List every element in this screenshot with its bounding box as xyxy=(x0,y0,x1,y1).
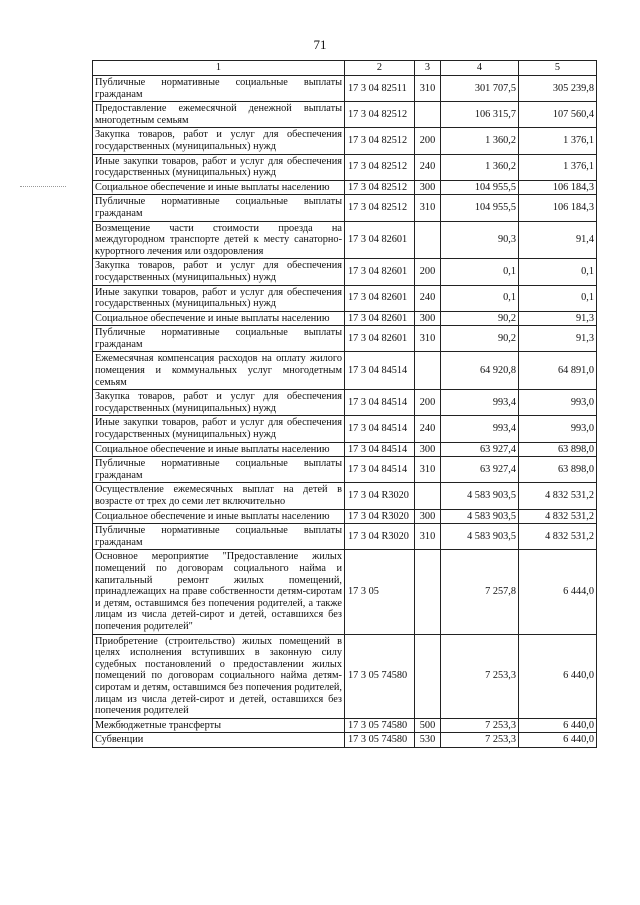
table-row xyxy=(93,483,597,509)
margin-mark xyxy=(20,186,66,187)
row-name-cell: Иные закупки товаров, работ и услуг для обеспечения государственных (муниципальных) нужд xyxy=(93,285,345,311)
row-code-cell: 17 3 04 82601 xyxy=(345,285,415,311)
row-value-2020-cell: 63 927,4 xyxy=(441,457,519,483)
row-name-cell: Публичные нормативные социальные выплаты гражданам xyxy=(93,195,345,221)
row-value-2021-cell: 6 440,0 xyxy=(519,634,597,718)
row-name-cell: Иные закупки товаров, работ и услуг для обеспечения государственных (муниципальных) нужд xyxy=(93,416,345,442)
row-code-cell: 17 3 05 74580 xyxy=(345,733,415,748)
row-value-2021-cell: 305 239,8 xyxy=(519,76,597,102)
row-type-cell xyxy=(415,550,441,634)
row-type-cell: 300 xyxy=(415,442,441,457)
table-row xyxy=(93,550,597,634)
row-type-cell: 200 xyxy=(415,259,441,285)
table-row xyxy=(93,509,597,524)
row-type-cell: 500 xyxy=(415,718,441,733)
table-row xyxy=(93,718,597,733)
row-code-cell: 17 3 04 84514 xyxy=(345,442,415,457)
column-header: 5 xyxy=(519,61,597,76)
row-value-2020-cell: 4 583 903,5 xyxy=(441,524,519,550)
row-value-2020-cell: 993,4 xyxy=(441,416,519,442)
table-row xyxy=(93,390,597,416)
row-value-2021-cell: 4 832 531,2 xyxy=(519,483,597,509)
row-type-cell: 240 xyxy=(415,285,441,311)
row-value-2021-cell: 91,3 xyxy=(519,311,597,326)
row-code-cell: 17 3 04 82512 xyxy=(345,128,415,154)
row-value-2021-cell: 6 444,0 xyxy=(519,550,597,634)
row-code-cell: 17 3 04 84514 xyxy=(345,416,415,442)
row-name-cell: Основное мероприятие "Предоставление жилых помещений по договорам социального найма и капитальный ремонт жилых помещений, принадлежащих на праве собственности детям-сиротам и детям, оставшимся без попечения родителей, а также лицам из числа детей-сирот и детей, оставшихся без попечения родителей" xyxy=(93,550,345,634)
row-value-2020-cell: 90,2 xyxy=(441,326,519,352)
table-row xyxy=(93,154,597,180)
row-name-cell: Закупка товаров, работ и услуг для обеспечения государственных (муниципальных) нужд xyxy=(93,259,345,285)
row-name-cell: Возмещение части стоимости проезда на междугородном транспорте детей к месту санаторно-курортного лечения или оздоровления xyxy=(93,221,345,259)
row-type-cell: 530 xyxy=(415,733,441,748)
row-code-cell: 17 3 04 82511 xyxy=(345,76,415,102)
row-code-cell: 17 3 04 R3020 xyxy=(345,524,415,550)
row-code-cell: 17 3 04 R3020 xyxy=(345,483,415,509)
row-value-2021-cell: 993,0 xyxy=(519,390,597,416)
table-row xyxy=(93,634,597,718)
row-name-cell: Социальное обеспечение и иные выплаты населению xyxy=(93,311,345,326)
table-row xyxy=(93,311,597,326)
row-name-cell: Иные закупки товаров, работ и услуг для обеспечения государственных (муниципальных) нужд xyxy=(93,154,345,180)
row-code-cell: 17 3 05 xyxy=(345,550,415,634)
row-name-cell: Закупка товаров, работ и услуг для обеспечения государственных (муниципальных) нужд xyxy=(93,128,345,154)
row-value-2020-cell: 104 955,5 xyxy=(441,195,519,221)
table-row xyxy=(93,416,597,442)
row-value-2021-cell: 64 891,0 xyxy=(519,352,597,390)
row-code-cell: 17 3 04 82601 xyxy=(345,221,415,259)
row-type-cell xyxy=(415,634,441,718)
row-value-2020-cell: 90,2 xyxy=(441,311,519,326)
row-code-cell: 17 3 04 82512 xyxy=(345,180,415,195)
row-value-2021-cell: 63 898,0 xyxy=(519,457,597,483)
row-type-cell: 200 xyxy=(415,390,441,416)
table-row xyxy=(93,195,597,221)
column-header: 4 xyxy=(441,61,519,76)
row-value-2021-cell: 4 832 531,2 xyxy=(519,509,597,524)
row-type-cell xyxy=(415,102,441,128)
row-name-cell: Приобретение (строительство) жилых помещений в целях исполнения вступивших в законную силу судебных постановлений о предоставлении жилых помещений по договорам социального найма детям-сиротам и детям, оставшимся без попечения родителей, лицам из числа детей-сирот и детей, оставшихся без попечения родителей xyxy=(93,634,345,718)
row-code-cell: 17 3 04 84514 xyxy=(345,390,415,416)
row-value-2021-cell: 1 376,1 xyxy=(519,154,597,180)
row-code-cell: 17 3 04 82601 xyxy=(345,311,415,326)
row-value-2020-cell: 4 583 903,5 xyxy=(441,509,519,524)
row-value-2020-cell: 90,3 xyxy=(441,221,519,259)
column-header: 1 xyxy=(93,61,345,76)
row-value-2020-cell: 7 253,3 xyxy=(441,733,519,748)
row-value-2020-cell: 104 955,5 xyxy=(441,180,519,195)
row-value-2020-cell: 0,1 xyxy=(441,285,519,311)
row-type-cell xyxy=(415,221,441,259)
row-name-cell: Осуществление ежемесячных выплат на детей в возрасте от трех до семи лет включительно xyxy=(93,483,345,509)
row-value-2021-cell: 0,1 xyxy=(519,259,597,285)
row-value-2020-cell: 7 253,3 xyxy=(441,634,519,718)
row-value-2021-cell: 107 560,4 xyxy=(519,102,597,128)
row-code-cell: 17 3 04 R3020 xyxy=(345,509,415,524)
row-value-2020-cell: 7 253,3 xyxy=(441,718,519,733)
row-type-cell: 310 xyxy=(415,457,441,483)
row-code-cell: 17 3 04 82512 xyxy=(345,102,415,128)
table-row xyxy=(93,180,597,195)
row-value-2020-cell: 4 583 903,5 xyxy=(441,483,519,509)
row-name-cell: Публичные нормативные социальные выплаты гражданам xyxy=(93,524,345,550)
table-row xyxy=(93,326,597,352)
row-name-cell: Предоставление ежемесячной денежной выплаты многодетным семьям xyxy=(93,102,345,128)
row-code-cell: 17 3 04 82601 xyxy=(345,259,415,285)
row-value-2021-cell: 6 440,0 xyxy=(519,733,597,748)
row-name-cell: Публичные нормативные социальные выплаты гражданам xyxy=(93,326,345,352)
row-code-cell: 17 3 05 74580 xyxy=(345,718,415,733)
table-row xyxy=(93,285,597,311)
row-type-cell: 310 xyxy=(415,76,441,102)
row-type-cell: 240 xyxy=(415,416,441,442)
row-value-2021-cell: 106 184,3 xyxy=(519,180,597,195)
row-type-cell xyxy=(415,352,441,390)
row-type-cell: 300 xyxy=(415,180,441,195)
row-value-2020-cell: 993,4 xyxy=(441,390,519,416)
row-value-2021-cell: 63 898,0 xyxy=(519,442,597,457)
row-code-cell: 17 3 04 82601 xyxy=(345,326,415,352)
table-row xyxy=(93,221,597,259)
row-type-cell: 300 xyxy=(415,311,441,326)
row-value-2021-cell: 0,1 xyxy=(519,285,597,311)
row-value-2020-cell: 301 707,5 xyxy=(441,76,519,102)
row-value-2020-cell: 1 360,2 xyxy=(441,154,519,180)
row-value-2020-cell: 106 315,7 xyxy=(441,102,519,128)
row-value-2020-cell: 63 927,4 xyxy=(441,442,519,457)
row-value-2020-cell: 7 257,8 xyxy=(441,550,519,634)
table-row xyxy=(93,259,597,285)
row-value-2020-cell: 64 920,8 xyxy=(441,352,519,390)
row-code-cell: 17 3 04 84514 xyxy=(345,457,415,483)
row-name-cell: Публичные нормативные социальные выплаты гражданам xyxy=(93,76,345,102)
column-header: 3 xyxy=(415,61,441,76)
row-name-cell: Социальное обеспечение и иные выплаты населению xyxy=(93,509,345,524)
row-value-2021-cell: 91,3 xyxy=(519,326,597,352)
row-name-cell: Ежемесячная компенсация расходов на оплату жилого помещения и коммунальных услуг многодетным семьям xyxy=(93,352,345,390)
row-code-cell: 17 3 04 84514 xyxy=(345,352,415,390)
row-value-2021-cell: 993,0 xyxy=(519,416,597,442)
table-row xyxy=(93,128,597,154)
row-name-cell: Закупка товаров, работ и услуг для обеспечения государственных (муниципальных) нужд xyxy=(93,390,345,416)
row-code-cell: 17 3 04 82512 xyxy=(345,154,415,180)
row-type-cell: 310 xyxy=(415,195,441,221)
row-value-2021-cell: 91,4 xyxy=(519,221,597,259)
row-name-cell: Субвенции xyxy=(93,733,345,748)
table-row xyxy=(93,733,597,748)
row-name-cell: Межбюджетные трансферты xyxy=(93,718,345,733)
row-type-cell: 310 xyxy=(415,524,441,550)
row-type-cell: 310 xyxy=(415,326,441,352)
row-name-cell: Социальное обеспечение и иные выплаты населению xyxy=(93,180,345,195)
row-code-cell: 17 3 04 82512 xyxy=(345,195,415,221)
table-row xyxy=(93,457,597,483)
row-value-2021-cell: 4 832 531,2 xyxy=(519,524,597,550)
row-type-cell: 240 xyxy=(415,154,441,180)
row-type-cell: 200 xyxy=(415,128,441,154)
table-row xyxy=(93,524,597,550)
page-number: 71 xyxy=(313,37,327,52)
table-row xyxy=(93,442,597,457)
row-value-2020-cell: 0,1 xyxy=(441,259,519,285)
row-type-cell: 300 xyxy=(415,509,441,524)
table-header-row xyxy=(93,61,597,76)
row-value-2021-cell: 1 376,1 xyxy=(519,128,597,154)
table-row xyxy=(93,352,597,390)
row-code-cell: 17 3 05 74580 xyxy=(345,634,415,718)
row-type-cell xyxy=(415,483,441,509)
row-name-cell: Социальное обеспечение и иные выплаты населению xyxy=(93,442,345,457)
row-name-cell: Публичные нормативные социальные выплаты гражданам xyxy=(93,457,345,483)
row-value-2021-cell: 6 440,0 xyxy=(519,718,597,733)
table-row xyxy=(93,76,597,102)
row-value-2021-cell: 106 184,3 xyxy=(519,195,597,221)
row-value-2020-cell: 1 360,2 xyxy=(441,128,519,154)
column-header: 2 xyxy=(345,61,415,76)
budget-table xyxy=(92,60,597,748)
table-row xyxy=(93,102,597,128)
